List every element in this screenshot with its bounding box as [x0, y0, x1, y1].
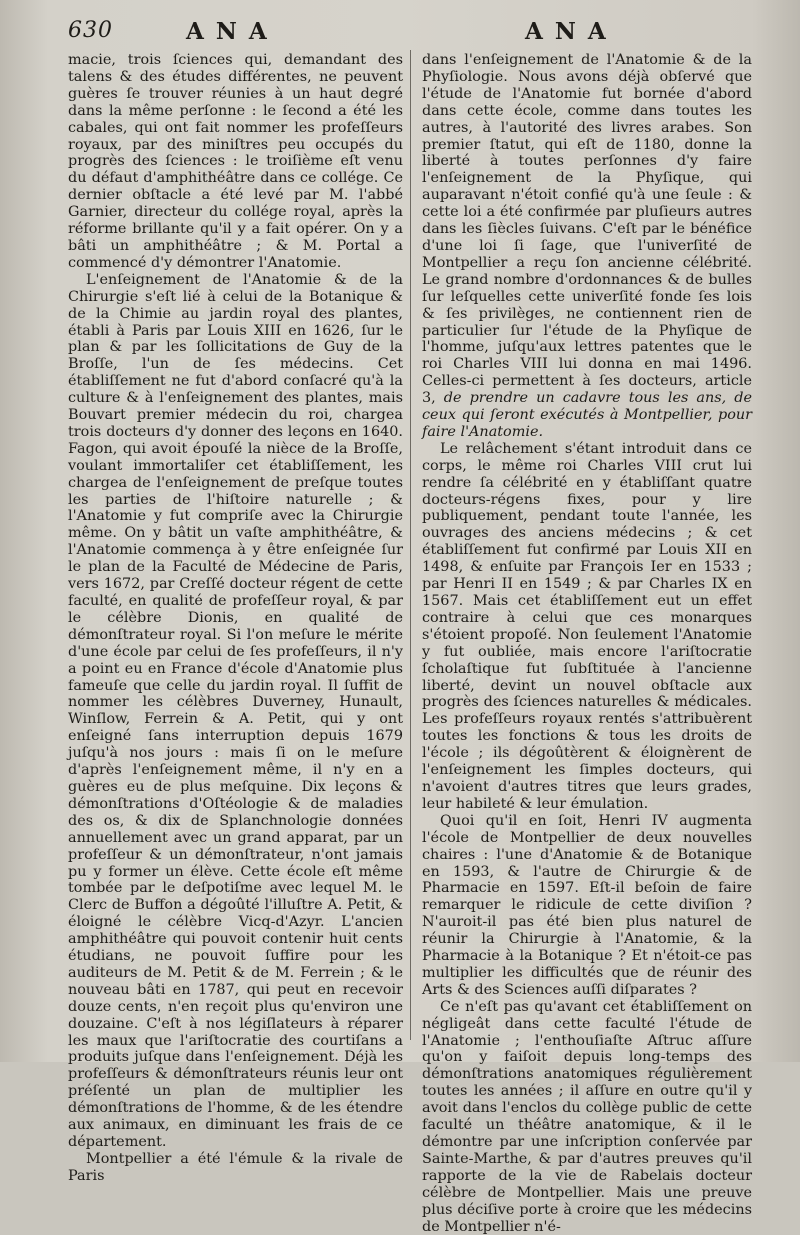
right-column: [422, 52, 752, 1235]
left-paragraph-2: L'enſeignement de l'Anatomie & de la Chirurgie s'eſt lié à celui de la Botanique & de la Chimie au jardin royal des plantes, établi à Paris par Louis XIII en 1626, ſur le plan & par les ſollicitations de Guy de la Broſſe, l'un de ſes médecins. Cet établiſſement ne fut d'abord conſacré qu'à la culture & à l'enſeignement des plantes, mais Bouvart premier médecin du roi, chargea trois docteurs d'y donner des leçons en 1640. Fagon, qui avoit épouſé la nièce de la Broſſe, voulant immortaliſer cet établiſſement, les chargea de l'enſeignement de preſque toutes les parties de l'hiſtoire naturelle ; & l'Anatomie y fut compriſe avec la Chirurgie même. On y bâtit un vaſte amphithéâtre, & l'Anatomie commença à y être enſeignée ſur le plan de la Faculté de Médecine de Paris, vers 1672, par Creſſé docteur régent de cette faculté, en qualité de profeſſeur royal, & par le célèbre Dionis, en qualité de démonſtrateur royal. Si l'on meſure le mérite d'une école par celui de ſes profeſſeurs, il n'y a point eu en France d'école d'Anatomie plus fameuſe que celle du jardin royal. Il ſuffit de nommer les célèbres Duverney, Hunault, Winſlow, Ferrein & A. Petit, qui y ont enſeigné ſans interruption depuis 1679 juſqu'à nos jours : mais ſi on le meſure d'après l'enſeignement même, il n'y en a guères eu de plus meſquine. Dix leçons & démonſtrations d'Oſtéologie & de maladies des os, & dix de Splanchnologie données annuellement avec un grand apparat, par un profeſſeur & un démonſtrateur, n'ont jamais pu y former un élève. Cette école eſt même tombée par le deſpotiſme avec lequel M. le Clerc de Buffon a dégoûté l'illuſtre A. Petit, & éloigné le célèbre Vicq-d'Azyr. L'ancien amphithéâtre qui pouvoit contenir huit cents étudians, ne pouvoit ſuffire pour les auditeurs de M. Petit & de M. Ferrein ; & le nouveau bâti en 1787, qui peut en recevoir douze cents, n'en reçoit plus qu'environ une douzaine. C'eſt à nos légiſlateurs à réparer les maux que l'ariſtocratie des courtiſans a produits juſque dans l'enſeignement. Déjà les profeſſeurs & démonſtrateurs réunis leur ont préſenté un plan de multiplier les démonſtrations de l'homme, & de les étendre aux animaux, en diminuant les frais de ce département.: [68, 271, 403, 1150]
right-paragraph-2: Le relâchement s'étant introduit dans ce corps, le même roi Charles VIII crut lui rendre ſa célébrité en y établiſſant quatre docteurs-régens fixes, pour y lire publiquement, pendant toute l'année, les ouvrages des anciens médecins ; & cet établiſſement fut confirmé par Louis XII en 1498, & enſuite par François Ier en 1533 ; par Henri II en 1549 ; & par Charles IX en 1567. Mais cet établiſſement eut un effet contraire à celui que ces monarques s'étoient propoſé. Non ſeulement l'Anatomie y fut oubliée, mais encore l'ariſtocratie ſcholaſtique fut ſubſtituée à l'ancienne liberté, devint un nouvel obſtacle aux progrès des ſciences naturelles & médicales. Les profeſſeurs royaux rentés s'attribuèrent toutes les fonctions & tous les droits de l'école ; ils dégoûtèrent & éloignèrent de l'enſeignement les ſimples docteurs, qui n'avoient d'autres titres que leurs grades, leur habileté & leur émulation.: [422, 440, 752, 812]
left-column: [68, 52, 403, 1185]
left-paragraph-3: Montpellier a été l'émule & la rivale de Paris: [68, 1150, 403, 1184]
right-paragraph-3: Quoi qu'il en ſoit, Henri IV augmenta l'école de Montpellier de deux nouvelles chaires : l'une d'Anatomie & de Botanique en 1593, & l'autre de Chirurgie & de Pharmacie en 1597. Eſt-il beſoin de faire remarquer le ridicule de cette diviſion ? N'auroit-il pas été bien plus naturel de réunir la Chirurgie à l'Anatomie, & la Pharmacie à la Botanique ? Et n'étoit-ce pas multiplier les difficultés que de réunir des Arts & des Sciences auſſi diſparates ?: [422, 812, 752, 998]
page-number: 630: [68, 18, 113, 43]
running-head-right: ANA: [525, 18, 618, 45]
right-paragraph-1-italic: de prendre un cadavre tous les ans, de ceux qui ſeront exécutés à Montpellier, pour faire l'Anatomie.: [422, 390, 752, 440]
left-paragraph-1: macie, trois ſciences qui, demandant des talens & des études différentes, ne peuvent guères ſe trouver réunies à un haut degré dans la même perſonne : le ſecond a été les cabales, qui ont fait nommer les profeſſeurs royaux, par des miniſtres peu occupés du progrès des ſciences : le troiſième eſt venu du défaut d'amphithéâtre dans ce collége. Ce dernier obſtacle a été levé par M. l'abbé Garnier, directeur du collége royal, après la réforme brillante qu'il y a fait opérer. On y a bâti un amphithéâtre ; & M. Portal a commencé d'y démontrer l'Anatomie.: [68, 52, 403, 271]
column-divider: [410, 50, 411, 1040]
right-paragraph-4: Ce n'eſt pas qu'avant cet établiſſement on négligeât dans cette faculté l'étude de l'Anatomie ; l'enthouſiaſte Aſtruc aſſure qu'on y faiſoit depuis long-temps des démonſtrations anatomiques régulièrement toutes les années ; il aſſure en outre qu'il y avoit dans l'enclos du collège public de cette faculté un théâtre anatomique, & il le démontre par une inſcription conſervée par Sainte-Marthe, & par d'autres preuves qu'il rapporte de la vie de Rabelais docteur célèbre de Montpellier. Mais une preuve plus déciſive porte à croire que les médecins de Montpellier n'é-: [422, 998, 752, 1235]
right-paragraph-1-text: dans l'enſeignement de l'Anatomie & de la Phyſiologie. Nous avons déjà obſervé que l'étude de l'Anatomie fut bornée d'abord dans cette école, comme dans toutes les autres, à l'autorité des livres arabes. Son premier ſtatut, qui eſt de 1180, donne la liberté à toutes perſonnes d'y faire l'enſeignement de la Phyſique, qui auparavant n'étoit confié qu'à une ſeule : & cette loi a été confirmée par pluſieurs autres dans les ſiècles ſuivans. C'eſt par le bénéfice d'une loi ſi ſage, que l'univerſité de Montpellier a reçu ſon ancienne célébrité. Le grand nombre d'ordonnances & de bulles ſur leſquelles cette univerſité fonde ſes lois & ſes privilèges, ne contiennent rien de particulier ſur l'étude de la Phyſique de l'homme, juſqu'aux lettres patentes que le roi Charles VIII lui donna en mai 1496. Celles-ci permettent à ſes docteurs, article 3,: [422, 52, 752, 407]
running-head-left: ANA: [186, 18, 279, 45]
page-header: [0, 10, 800, 46]
right-paragraph-1: [422, 52, 752, 441]
